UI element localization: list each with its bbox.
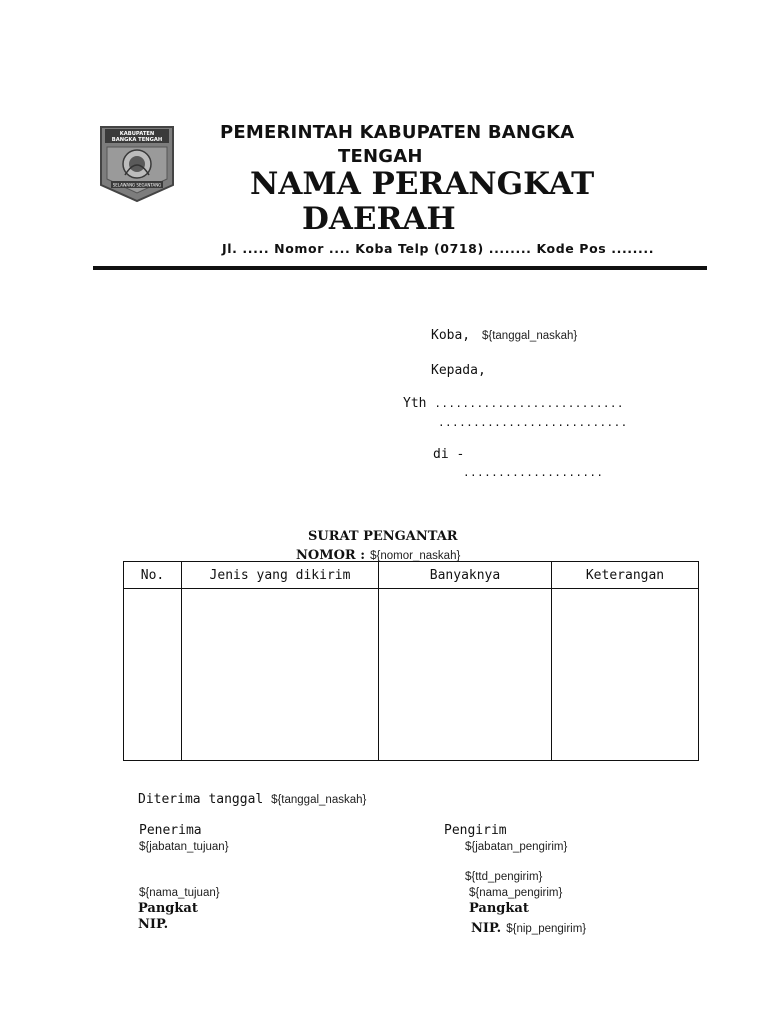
- table-cell-item-type: [182, 589, 379, 761]
- di-label: di -: [433, 447, 465, 462]
- place-label: Koba,: [431, 328, 471, 343]
- kepada-label: Kepada,: [431, 363, 486, 378]
- letter-title: SURAT PENGANTAR: [308, 529, 458, 544]
- organization-name-line1: NAMA PERANGKAT: [250, 166, 595, 202]
- sender-rank-label: Pangkat: [469, 901, 529, 916]
- sender-position-variable: ${jabatan_pengirim}: [465, 841, 568, 853]
- place-date-line: [431, 328, 577, 343]
- letter-number-label: NOMOR :: [296, 548, 366, 563]
- items-table: [123, 561, 699, 761]
- date-variable: ${tanggal_naskah}: [481, 330, 578, 342]
- regency-coat-of-arms-icon: [99, 125, 175, 203]
- column-header-no: No.: [124, 562, 182, 589]
- table-cell-no: [124, 589, 182, 761]
- sender-nip-label: NIP.: [471, 921, 502, 936]
- yth-label: Yth: [403, 396, 427, 411]
- receiver-rank-label: Pangkat: [138, 901, 198, 916]
- receiver-label: Penerima: [139, 823, 202, 838]
- sender-signature-variable: ${ttd_pengirim}: [465, 871, 543, 883]
- logo-text-top: KABUPATEN: [119, 131, 155, 137]
- received-date-variable: ${tanggal_naskah}: [271, 794, 367, 806]
- di-dots: ....................: [463, 466, 604, 479]
- receiver-position-variable: ${jabatan_tujuan}: [139, 841, 229, 853]
- organization-name-line2: DAERAH: [302, 201, 456, 237]
- sender-nip-line: [471, 917, 586, 936]
- letter-number-variable: ${nomor_naskah}: [370, 550, 461, 562]
- table-header-row: [124, 562, 699, 589]
- yth-line: [403, 396, 624, 411]
- sender-name-variable: ${nama_pengirim}: [469, 887, 563, 899]
- regency-logo: [99, 125, 175, 203]
- received-label: Diterima tanggal: [138, 792, 264, 807]
- yth-dots-line2: ...........................: [438, 416, 628, 429]
- yth-dots: ...........................: [434, 397, 624, 410]
- table-cell-quantity: [379, 589, 552, 761]
- letterhead-divider: [93, 266, 707, 270]
- government-name-line2: TENGAH: [338, 146, 423, 167]
- office-address: Jl. ..... Nomor .... Koba Telp (0718) ........ Kode Pos ........: [222, 241, 655, 256]
- received-date-line: [138, 792, 366, 807]
- column-header-item-type: Jenis yang dikirim: [182, 562, 379, 589]
- column-header-notes: Keterangan: [552, 562, 699, 589]
- receiver-nip-label: NIP.: [138, 917, 169, 932]
- column-header-quantity: Banyaknya: [379, 562, 552, 589]
- sender-label: Pengirim: [444, 823, 507, 838]
- logo-motto: SELAWANG SEGANTANG: [112, 182, 162, 188]
- government-name-line1: PEMERINTAH KABUPATEN BANGKA: [220, 122, 575, 143]
- receiver-name-variable: ${nama_tujuan}: [139, 887, 220, 899]
- table-row: [124, 589, 699, 761]
- sender-nip-variable: ${nip_pengirim}: [506, 923, 587, 935]
- logo-text-top-2: BANGKA TENGAH: [111, 137, 163, 143]
- table-cell-notes: [552, 589, 699, 761]
